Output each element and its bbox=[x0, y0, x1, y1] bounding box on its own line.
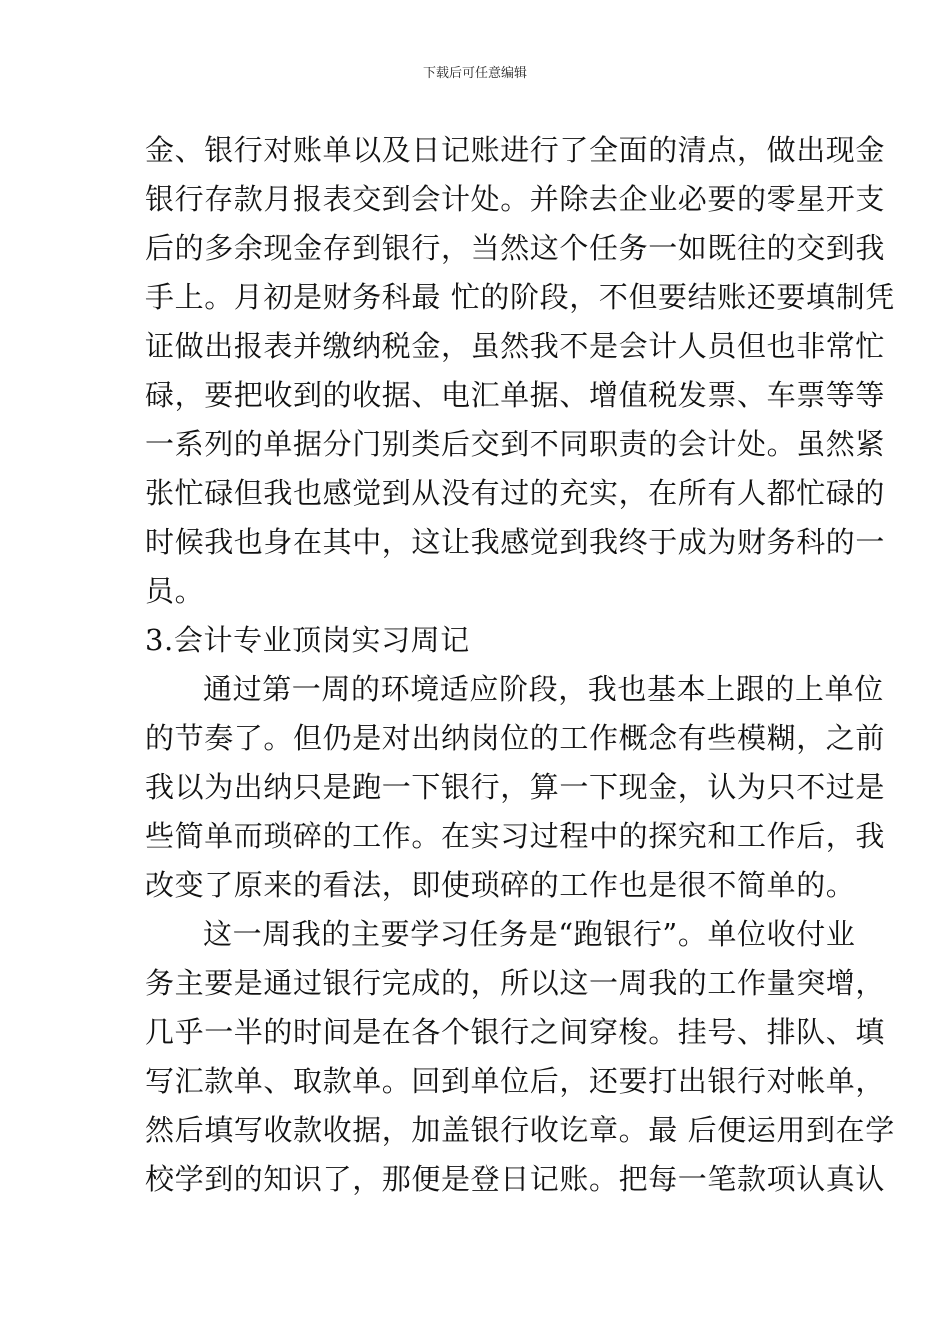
text-line: 一系列的单据分门别类后交到不同职责的会计处。虽然紧 bbox=[145, 427, 886, 461]
text-line: 些简单而琐碎的工作。在实习过程中的探究和工作后，我 bbox=[145, 819, 886, 853]
text-line: 然后填写收款收据，加盖银行收讫章。最 后便运用到在学 bbox=[145, 1113, 895, 1147]
document-body bbox=[145, 126, 895, 1204]
text-line: 改变了原来的看法，即使琐碎的工作也是很不简单的。 bbox=[145, 868, 856, 902]
text-line: 张忙碌但我也感觉到从没有过的充实，在所有人都忙碌的 bbox=[145, 476, 886, 510]
text-line: 后的多余现金存到银行，当然这个任务一如既往的交到我 bbox=[145, 231, 886, 265]
text-line: 手上。月初是财务科最 忙的阶段，不但要结账还要填制凭 bbox=[145, 280, 895, 314]
text-line: 金、银行对账单以及日记账进行了全面的清点，做出现金 bbox=[145, 133, 886, 167]
text-line: 的节奏了。但仍是对出纳岗位的工作概念有些模糊，之前 bbox=[145, 721, 886, 755]
text-line: 我以为出纳只是跑一下银行，算一下现金，认为只不过是 bbox=[145, 770, 886, 804]
text-line: 校学到的知识了，那便是登日记账。把每一笔款项认真认 bbox=[145, 1162, 886, 1196]
text-line: 几乎一半的时间是在各个银行之间穿梭。挂号、排队、填 bbox=[145, 1015, 886, 1049]
text-line: 时候我也身在其中，这让我感觉到我终于成为财务科的一 bbox=[145, 525, 886, 559]
text-line: 务主要是通过银行完成的，所以这一周我的工作量突增， bbox=[145, 966, 886, 1000]
text-line: 证做出报表并缴纳税金，虽然我不是会计人员但也非常忙 bbox=[145, 329, 886, 363]
text-line: 员。 bbox=[145, 574, 205, 608]
text-line: 银行存款月报表交到会计处。并除去企业必要的零星开支 bbox=[145, 182, 886, 216]
text-line: 通过第一周的环境适应阶段，我也基本上跟的上单位 bbox=[203, 672, 884, 706]
text-line: 这一周我的主要学习任务是“跑银行”。单位收付业 bbox=[203, 917, 856, 951]
page-header: 下载后可任意编辑 bbox=[422, 66, 527, 81]
section-heading: 3.会计专业顶岗实习周记 bbox=[145, 623, 470, 657]
text-line: 碌，要把收到的收据、电汇单据、增值税发票、车票等等 bbox=[145, 378, 886, 412]
text-line: 写汇款单、取款单。回到单位后，还要打出银行对帐单， bbox=[145, 1064, 886, 1098]
